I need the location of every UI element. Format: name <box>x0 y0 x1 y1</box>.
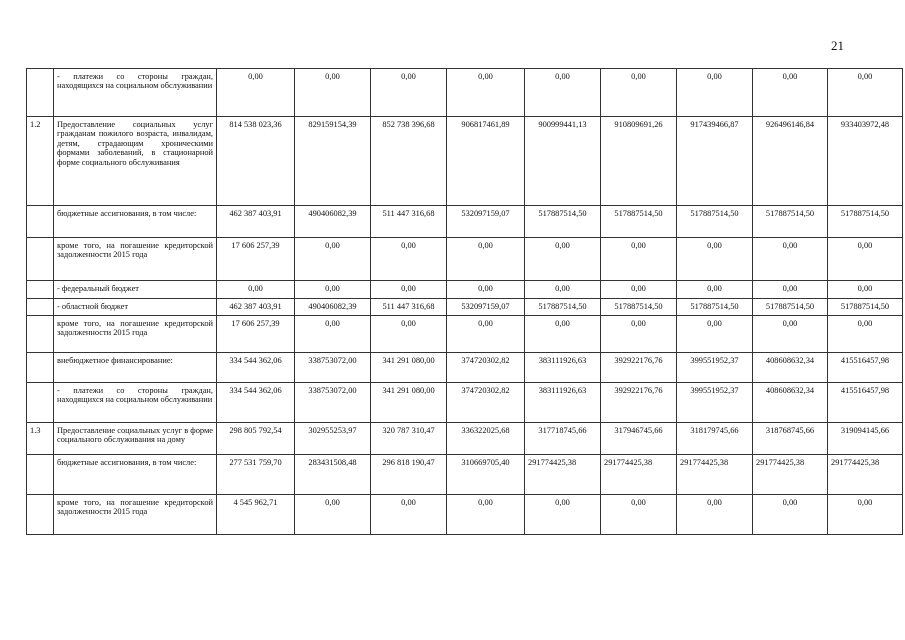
table-row <box>27 117 903 206</box>
value-cell: 383111926,63 <box>525 353 601 383</box>
value-cell: 0,00 <box>601 495 677 535</box>
value-cell: 0,00 <box>828 316 903 353</box>
row-number <box>27 353 54 383</box>
budget-table <box>26 68 903 535</box>
value-cell: 317946745,66 <box>601 423 677 455</box>
value-cell: 383111926,63 <box>525 383 601 423</box>
value-cell: 0,00 <box>677 281 753 299</box>
value-cell: 0,00 <box>447 69 525 117</box>
value-cell: 0,00 <box>371 281 447 299</box>
value-cell: 0,00 <box>371 69 447 117</box>
value-cell: 0,00 <box>217 281 295 299</box>
value-cell: 517887514,50 <box>601 206 677 238</box>
value-cell: 532097159,07 <box>447 206 525 238</box>
row-description: - платежи со стороны граждан, находящихся на социальном обслуживании <box>54 383 217 423</box>
row-number <box>27 316 54 353</box>
value-cell: 0,00 <box>601 281 677 299</box>
row-description: - платежи со стороны граждан, находящихся на социальном обслуживании <box>54 69 217 117</box>
value-cell: 277 531 759,70 <box>217 455 295 495</box>
table-row <box>27 316 903 353</box>
table-row <box>27 455 903 495</box>
value-cell: 298 805 792,54 <box>217 423 295 455</box>
row-number <box>27 383 54 423</box>
value-cell: 852 738 396,68 <box>371 117 447 206</box>
row-description: Предоставление социальных услуг в форме социального обслуживания на дому <box>54 423 217 455</box>
value-cell: 0,00 <box>525 238 601 281</box>
value-cell: 517887514,50 <box>525 299 601 316</box>
row-number: 1.2 <box>27 117 54 206</box>
value-cell: 341 291 080,00 <box>371 383 447 423</box>
value-cell: 933403972,48 <box>828 117 903 206</box>
value-cell: 0,00 <box>753 238 828 281</box>
value-cell: 0,00 <box>447 495 525 535</box>
value-cell: 318179745,66 <box>677 423 753 455</box>
row-number <box>27 299 54 316</box>
row-description: Предоставление социальных услуг гражданам пожилого возраста, инвалидам, детям, страдающим хроническими формами заболеваний, в стационарной форме социального обслуживания <box>54 117 217 206</box>
table-row <box>27 206 903 238</box>
value-cell: 517887514,50 <box>677 299 753 316</box>
value-cell: 408608632,34 <box>753 383 828 423</box>
value-cell: 17 606 257,39 <box>217 238 295 281</box>
table-row <box>27 423 903 455</box>
value-cell: 0,00 <box>525 281 601 299</box>
value-cell: 408608632,34 <box>753 353 828 383</box>
row-description: кроме того, на погашение кредиторской задолженности 2015 года <box>54 495 217 535</box>
value-cell: 0,00 <box>753 69 828 117</box>
value-cell: 291774425,38 <box>828 455 903 495</box>
value-cell: 0,00 <box>753 316 828 353</box>
value-cell: 0,00 <box>677 316 753 353</box>
value-cell: 511 447 316,68 <box>371 299 447 316</box>
value-cell: 415516457,98 <box>828 383 903 423</box>
value-cell: 291774425,38 <box>753 455 828 495</box>
value-cell: 0,00 <box>371 238 447 281</box>
value-cell: 0,00 <box>753 495 828 535</box>
value-cell: 0,00 <box>295 316 371 353</box>
table-row <box>27 353 903 383</box>
table-row <box>27 383 903 423</box>
value-cell: 0,00 <box>525 69 601 117</box>
value-cell: 0,00 <box>677 495 753 535</box>
value-cell: 0,00 <box>371 316 447 353</box>
value-cell: 910809691,26 <box>601 117 677 206</box>
value-cell: 317718745,66 <box>525 423 601 455</box>
value-cell: 0,00 <box>447 316 525 353</box>
row-description: бюджетные ассигнования, в том числе: <box>54 455 217 495</box>
value-cell: 0,00 <box>601 69 677 117</box>
value-cell: 291774425,38 <box>525 455 601 495</box>
row-number <box>27 238 54 281</box>
value-cell: 291774425,38 <box>601 455 677 495</box>
row-description: - областной бюджет <box>54 299 217 316</box>
value-cell: 517887514,50 <box>677 206 753 238</box>
value-cell: 0,00 <box>295 238 371 281</box>
value-cell: 532097159,07 <box>447 299 525 316</box>
value-cell: 926496146,84 <box>753 117 828 206</box>
value-cell: 338753072,00 <box>295 383 371 423</box>
value-cell: 0,00 <box>447 238 525 281</box>
row-number <box>27 69 54 117</box>
value-cell: 0,00 <box>828 281 903 299</box>
value-cell: 374720302,82 <box>447 353 525 383</box>
value-cell: 0,00 <box>677 238 753 281</box>
value-cell: 399551952,37 <box>677 383 753 423</box>
value-cell: 310669705,40 <box>447 455 525 495</box>
row-description: внебюджетное финансирование: <box>54 353 217 383</box>
value-cell: 0,00 <box>828 69 903 117</box>
value-cell: 490406082,39 <box>295 299 371 316</box>
value-cell: 0,00 <box>601 238 677 281</box>
row-description: бюджетные ассигнования, в том числе: <box>54 206 217 238</box>
value-cell: 392922176,76 <box>601 353 677 383</box>
table-row <box>27 69 903 117</box>
value-cell: 334 544 362,06 <box>217 383 295 423</box>
value-cell: 490406082,39 <box>295 206 371 238</box>
value-cell: 0,00 <box>828 495 903 535</box>
value-cell: 462 387 403,91 <box>217 206 295 238</box>
value-cell: 0,00 <box>371 495 447 535</box>
value-cell: 517887514,50 <box>753 299 828 316</box>
value-cell: 0,00 <box>295 281 371 299</box>
value-cell: 511 447 316,68 <box>371 206 447 238</box>
value-cell: 336322025,68 <box>447 423 525 455</box>
value-cell: 374720302,82 <box>447 383 525 423</box>
row-number: 1.3 <box>27 423 54 455</box>
value-cell: 0,00 <box>295 495 371 535</box>
value-cell: 517887514,50 <box>601 299 677 316</box>
value-cell: 0,00 <box>525 316 601 353</box>
row-description: - федеральный бюджет <box>54 281 217 299</box>
value-cell: 319094145,66 <box>828 423 903 455</box>
value-cell: 0,00 <box>753 281 828 299</box>
value-cell: 517887514,50 <box>828 299 903 316</box>
value-cell: 318768745,66 <box>753 423 828 455</box>
value-cell: 17 606 257,39 <box>217 316 295 353</box>
table-row <box>27 299 903 316</box>
table-row <box>27 281 903 299</box>
value-cell: 320 787 310,47 <box>371 423 447 455</box>
value-cell: 906817461,89 <box>447 117 525 206</box>
value-cell: 338753072,00 <box>295 353 371 383</box>
value-cell: 296 818 190,47 <box>371 455 447 495</box>
value-cell: 0,00 <box>677 69 753 117</box>
value-cell: 302955253,97 <box>295 423 371 455</box>
value-cell: 415516457,98 <box>828 353 903 383</box>
value-cell: 517887514,50 <box>828 206 903 238</box>
value-cell: 517887514,50 <box>525 206 601 238</box>
row-number <box>27 495 54 535</box>
value-cell: 829159154,39 <box>295 117 371 206</box>
value-cell: 0,00 <box>217 69 295 117</box>
row-description: кроме того, на погашение кредиторской задолженности 2015 года <box>54 316 217 353</box>
table-row <box>27 495 903 535</box>
value-cell: 283431508,48 <box>295 455 371 495</box>
value-cell: 0,00 <box>525 495 601 535</box>
value-cell: 900999441,13 <box>525 117 601 206</box>
value-cell: 517887514,50 <box>753 206 828 238</box>
value-cell: 0,00 <box>601 316 677 353</box>
row-number <box>27 206 54 238</box>
row-number <box>27 281 54 299</box>
value-cell: 4 545 962,71 <box>217 495 295 535</box>
value-cell: 399551952,37 <box>677 353 753 383</box>
value-cell: 814 538 023,36 <box>217 117 295 206</box>
value-cell: 334 544 362,06 <box>217 353 295 383</box>
row-description: кроме того, на погашение кредиторской задолженности 2015 года <box>54 238 217 281</box>
value-cell: 341 291 080,00 <box>371 353 447 383</box>
value-cell: 392922176,76 <box>601 383 677 423</box>
page-number: 21 <box>831 38 844 53</box>
value-cell: 917439466,87 <box>677 117 753 206</box>
value-cell: 0,00 <box>828 238 903 281</box>
value-cell: 291774425,38 <box>677 455 753 495</box>
row-number <box>27 455 54 495</box>
value-cell: 0,00 <box>295 69 371 117</box>
value-cell: 0,00 <box>447 281 525 299</box>
value-cell: 462 387 403,91 <box>217 299 295 316</box>
table-row <box>27 238 903 281</box>
